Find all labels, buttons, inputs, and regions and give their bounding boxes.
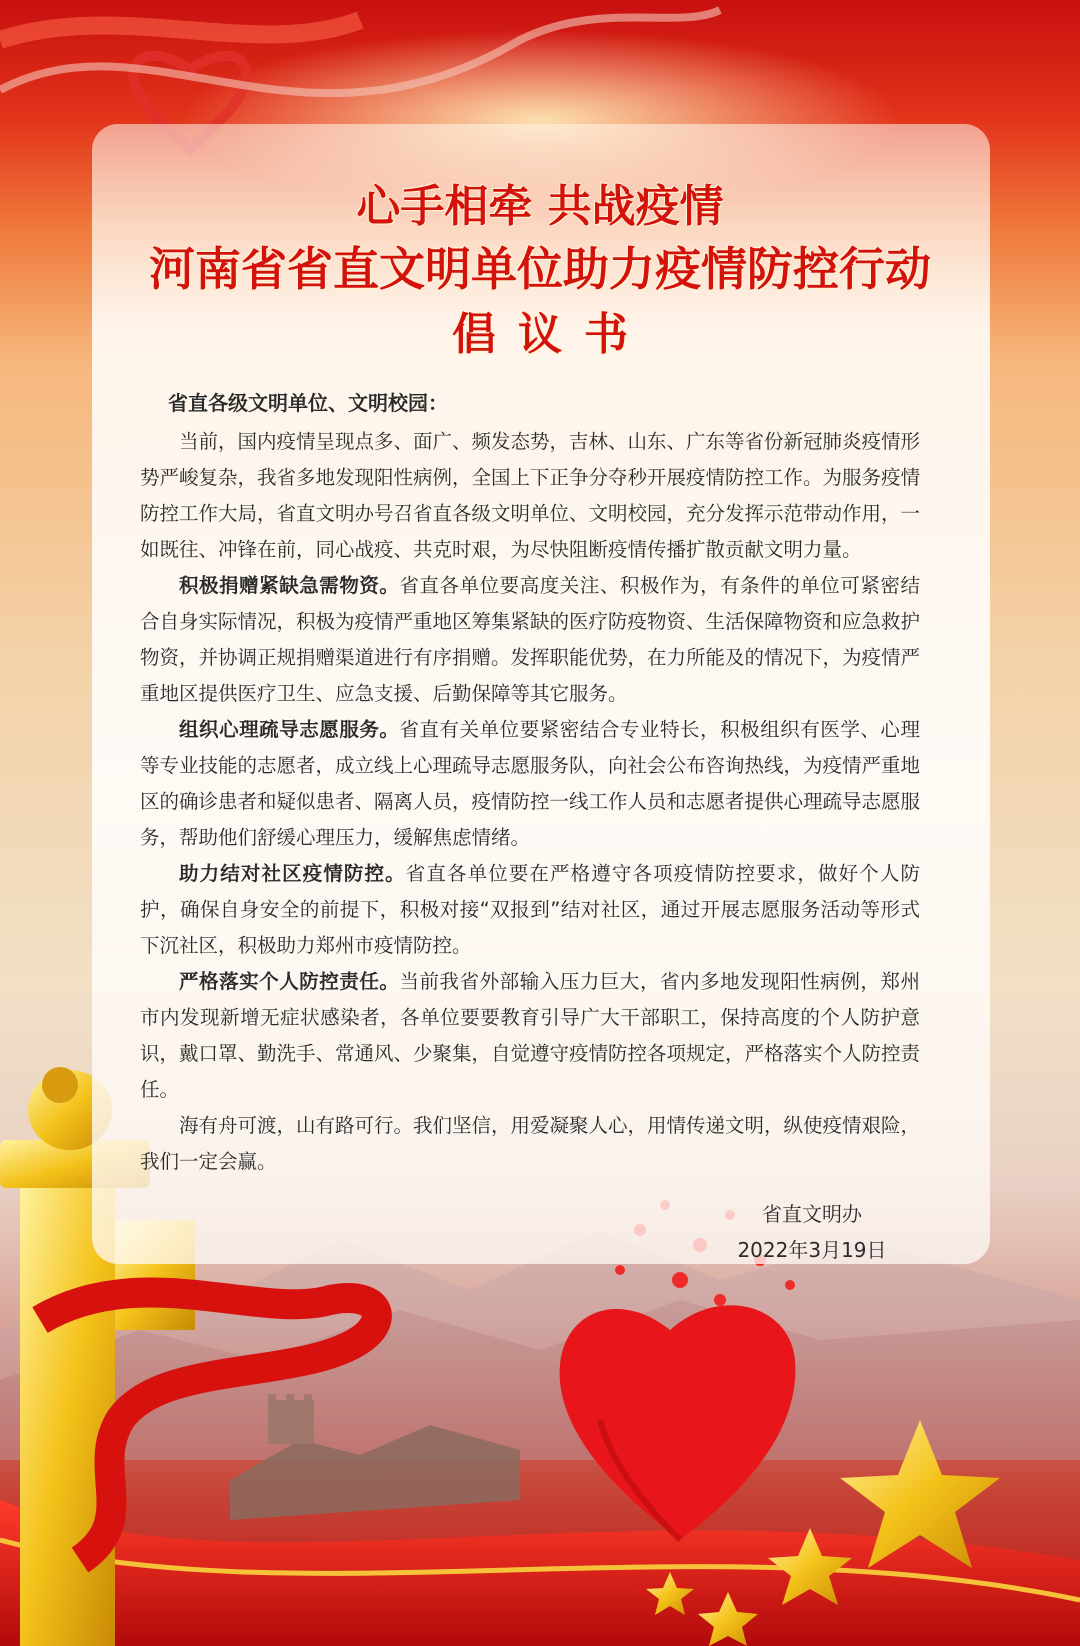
paragraph-community bbox=[140, 856, 920, 964]
title-line-3: 倡议书 bbox=[452, 309, 650, 360]
paragraph-lead: 组织心理疏导志愿服务。 bbox=[179, 718, 400, 741]
letter-body bbox=[140, 385, 920, 1180]
paragraph-intro bbox=[140, 424, 920, 568]
paragraph-donation bbox=[140, 568, 920, 712]
salutation: 省直各级文明单位、文明校园： bbox=[168, 391, 448, 415]
paragraph-closing bbox=[140, 1108, 920, 1180]
title-line-2: 河南省省直文明单位助力疫情防控行动 bbox=[149, 242, 931, 296]
paragraph-text: 当前，国内疫情呈现点多、面广、频发态势，吉林、山东、广东等省份新冠肺炎疫情形势严峻复杂，我省多地发现阳性病例，全国上下正争分夺秒开展疫情防控工作。为服务疫情防控工作大局，省直文明办号召省直各级文明单位、文明校园，充分发挥示范带动作用，一如既往、冲锋在前，同心战疫、共克时艰，为尽快阻断疫情传播扩散贡献文明力量。 bbox=[140, 430, 921, 561]
paragraph-text: 省直各单位要高度关注、积极作为，有条件的单位可紧密结合自身实际情况，积极为疫情严重地区筹集紧缺的医疗防疫物资、生活保障物资和应急救护物资，并协调正规捐赠渠道进行有序捐赠。发挥职能优势，在力所能及的情况下，为疫情严重地区提供医疗卫生、应急支援、后勤保障等其它服务。 bbox=[140, 574, 921, 705]
paragraph-lead: 严格落实个人防控责任。 bbox=[179, 970, 400, 993]
paragraph-lead: 积极捐赠紧缺急需物资。 bbox=[179, 574, 400, 597]
paragraph-text: 当前我省外部输入压力巨大，省内多地发现阳性病例，郑州市内发现新增无症状感染者，各单位要要教育引导广大干部职工，保持高度的个人防护意识，戴口罩、勤洗手、常通风、少聚集，自觉遵守疫情防控各项规定，严格落实个人防控责任。 bbox=[140, 970, 921, 1101]
paragraph-psychology bbox=[140, 712, 920, 856]
paragraph-text: 省直有关单位要紧密结合专业特长，积极组织有医学、心理等专业技能的志愿者，成立线上心理疏导志愿服务队，向社会公布咨询热线，为疫情严重地区的确诊患者和疑似患者、隔离人员，疫情防控一线工作人员和志愿者提供心理疏导志愿服务，帮助他们舒缓心理压力，缓解焦虑情绪。 bbox=[140, 718, 921, 849]
signature-org: 省直文明办 bbox=[762, 1202, 862, 1226]
signature-date: 2022年3月19日 bbox=[737, 1238, 887, 1262]
title-line-1: 心手相牵 共战疫情 bbox=[356, 181, 724, 232]
paragraph-personal bbox=[140, 964, 920, 1108]
paragraph-lead: 助力结对社区疫情防控。 bbox=[179, 862, 406, 885]
paragraph-text: 省直各单位要在严格遵守各项疫情防控要求，做好个人防护，确保自身安全的前提下，积极对接“双报到”结对社区，通过开展志愿服务活动等形式下沉社区，积极助力郑州市疫情防控。 bbox=[140, 862, 920, 957]
paragraph-text: 海有舟可渡，山有路可行。我们坚信，用爱凝聚人心，用情传递文明，纵使疫情艰险，我们一定会赢。 bbox=[140, 1114, 921, 1173]
